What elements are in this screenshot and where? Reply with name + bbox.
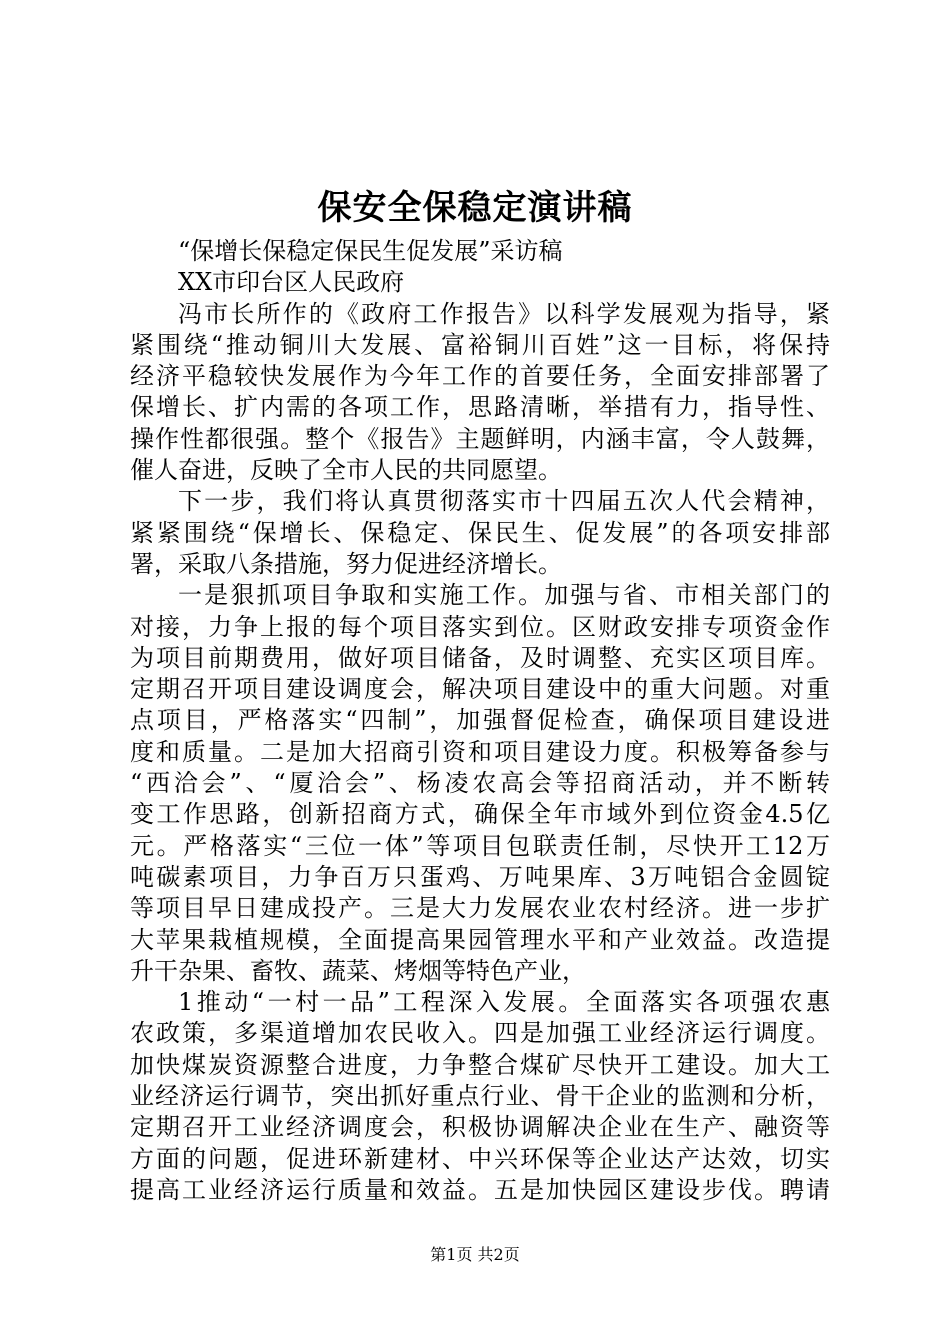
text-line: 升干杂果、畜牧、蔬菜、烤烟等特色产业， — [130, 956, 586, 985]
text-line: 度和质量。二是加大招商引资和项目建设力度。积极筹备参与 — [130, 737, 830, 766]
text-line: 方面的问题，促进环新建材、中兴环保等企业达产达效，切实 — [130, 1144, 830, 1173]
text-line: 定期召开项目建设调度会，解决项目建设中的重大问题。对重 — [130, 675, 830, 704]
text-line: 操作性都很强。整个《报告》主题鲜明，内涵丰富，令人鼓舞， — [130, 424, 830, 453]
text-line: 1推动“一村一品”工程深入发展。全面落实各项强农惠 — [178, 988, 830, 1017]
text-line: 业经济运行调节，突出抓好重点行业、骨干企业的监测和分析， — [130, 1082, 830, 1111]
text-line: 经济平稳较快发展作为今年工作的首要任务，全面安排部署了 — [130, 362, 830, 391]
text-line: 催人奋进，反映了全市人民的共同愿望。 — [130, 456, 562, 485]
text-line: 点项目，严格落实“四制”，加强督促检查，确保项目建设进 — [130, 706, 830, 735]
text-line: 署，采取八条措施，努力促进经济增长。 — [130, 549, 562, 578]
text-line: 定期召开工业经济调度会，积极协调解决企业在生产、融资等 — [130, 1113, 830, 1142]
text-line: “西洽会”、“厦洽会”、杨凌农高会等招商活动，并不断转 — [130, 769, 830, 798]
text-line: 变工作思路，创新招商方式，确保全年市域外到位资金4.5亿 — [130, 800, 830, 829]
text-line: 大苹果栽植规模，全面提高果园管理水平和产业效益。改造提 — [130, 925, 830, 954]
text-line: 紧紧围绕“保增长、保稳定、保民生、促发展”的各项安排部 — [130, 518, 830, 547]
text-line: 等项目早日建成投产。三是大力发展农业农村经济。进一步扩 — [130, 894, 830, 923]
text-line: 冯市长所作的《政府工作报告》以科学发展观为指导，紧 — [178, 299, 830, 328]
text-line: 元。严格落实“三位一体”等项目包联责任制，尽快开工12万 — [130, 831, 830, 860]
text-line: 保增长、扩内需的各项工作，思路清晰，举措有力，指导性、 — [130, 393, 830, 422]
text-line: 一是狠抓项目争取和实施工作。加强与省、市相关部门的 — [178, 581, 830, 610]
text-line: 对接，力争上报的每个项目落实到位。区财政安排专项资金作 — [130, 612, 830, 641]
document-body — [130, 236, 830, 1206]
text-line: 提高工业经济运行质量和效益。五是加快园区建设步伐。聘请 — [130, 1175, 830, 1204]
text-line: 加快煤炭资源整合进度，力争整合煤矿尽快开工建设。加大工 — [130, 1050, 830, 1079]
text-line: 紧围绕“推动铜川大发展、富裕铜川百姓”这一目标，将保持 — [130, 330, 830, 359]
page-indicator: 第1页 共2页 — [430, 1245, 520, 1264]
text-line: 为项目前期费用，做好项目储备，及时调整、充实区项目库。 — [130, 643, 830, 672]
text-line: “保增长保稳定保民生促发展”采访稿 — [178, 237, 563, 265]
text-line: XX市印台区人民政府 — [178, 268, 405, 297]
text-line: 下一步，我们将认真贯彻落实市十四届五次人代会精神， — [178, 487, 830, 516]
text-line: 农政策，多渠道增加农民收入。四是加强工业经济运行调度。 — [130, 1019, 830, 1048]
text-line: 吨碳素项目，力争百万只蛋鸡、万吨果库、3万吨铝合金圆锭 — [130, 862, 830, 891]
document-title: 保安全保稳定演讲稿 — [317, 188, 633, 228]
